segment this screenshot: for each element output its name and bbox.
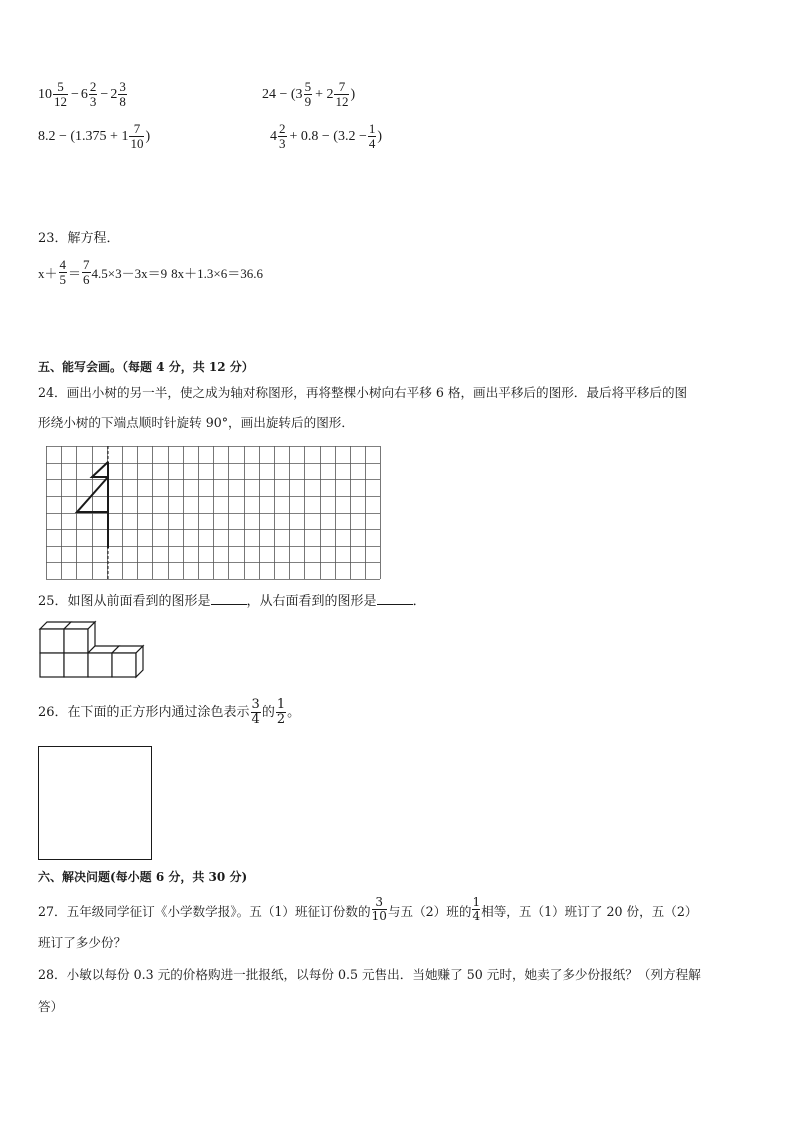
fraction: $\frac{7}{12}$ (335, 79, 349, 109)
fraction: $\frac{4}{5}$ (59, 257, 67, 287)
shading-square[interactable] (38, 746, 152, 860)
q24-text (38, 378, 758, 438)
answer-blank-right[interactable] (377, 592, 413, 605)
whole-number: 2 (110, 86, 118, 102)
q27-line-1 (38, 895, 698, 925)
cube-front-face (40, 653, 64, 677)
fraction: $\frac{1}{4}$ (472, 895, 481, 923)
q27-line-2: 班订了多少份？ (38, 935, 127, 950)
expression-3 (38, 122, 150, 151)
expr-text: 4.5×3－3x＝9 (91, 266, 168, 281)
q24-line-1: 24．画出小树的另一半，使之成为轴对称图形，再将整棵小树向右平移 6 格，画出平移后的图形．最后将平移后的图 (38, 385, 688, 400)
expr-text: 24 − (3 (262, 86, 303, 102)
q26-mid: 的 (261, 704, 275, 720)
expr-text: ＝ (68, 266, 82, 281)
fraction: $\frac{1}{4}$ (368, 121, 376, 151)
expr-text: ) (145, 128, 151, 144)
expression-1 (38, 80, 128, 109)
q26-post: 。 (287, 704, 301, 720)
expr-text: 8x＋1.3×6＝36.6 (171, 266, 263, 281)
fraction: $\frac{3}{10}$ (371, 895, 387, 923)
q27-mid: 与五（2）班的 (387, 903, 472, 919)
fraction: $\frac{3}{8}$ (119, 79, 126, 109)
q25-part-3: ． (412, 594, 426, 609)
q26-text (38, 698, 300, 727)
fraction: $\frac{5}{9}$ (304, 79, 312, 109)
expr-text: ) (350, 86, 356, 102)
q23-equations (38, 258, 263, 287)
expression-4 (270, 122, 382, 151)
fraction: $\frac{2}{3}$ (279, 121, 286, 151)
q27-post: 相等，五（1）班订了 20 份，五（2） (481, 903, 698, 919)
q25-part-2: ，从右面看到的图形是 (246, 594, 377, 609)
q27-pre: 27．五年级同学征订《小学数学报》。五（1）班征订份数的 (38, 903, 371, 919)
grid-figure (46, 446, 382, 580)
expr-text: + 0.8 − (3.2 − (289, 128, 367, 144)
cube-front-face (88, 653, 112, 677)
q28-line-1: 28．小敏以每份 0.3 元的价格购进一批报纸，以每份 0.5 元售出．当她赚了 50 元时，她卖了多少份报纸？（列方程解 (38, 967, 701, 982)
operator: − (100, 86, 109, 102)
q25-part-1: 25．如图从前面看到的图形是 (38, 594, 211, 609)
fraction: $\frac{7}{10}$ (130, 121, 144, 151)
fraction: $\frac{1}{2}$ (276, 697, 286, 727)
q28-line-2: 答） (38, 999, 64, 1014)
cube-stack-figure (38, 618, 148, 680)
fraction: $\frac{7}{6}$ (83, 257, 90, 287)
operator: − (71, 86, 79, 102)
cube-front-face (40, 629, 64, 653)
q26-pre: 26．在下面的正方形内通过涂色表示 (38, 704, 250, 720)
section-6-title: 六、解决问题(每小题 6 分，共 30 分) (38, 870, 248, 884)
expr-text: x＋ (38, 266, 58, 281)
tree-top-branch (92, 462, 108, 477)
fraction: $\frac{2}{3}$ (89, 79, 97, 109)
expr-text: 8.2 − (1.375 + 1 (38, 128, 129, 144)
answer-blank-front[interactable] (211, 592, 247, 605)
q25-text (38, 592, 426, 611)
whole-number: 4 (270, 128, 277, 144)
whole-number: 6 (80, 86, 88, 102)
fraction: $\frac{3}{4}$ (251, 697, 260, 727)
section-5-title: 五、能写会画。（每题 4 分，共 12 分） (38, 360, 254, 374)
expr-text: + 2 (315, 86, 334, 102)
cube-front-face (64, 629, 88, 653)
q23-title: 23．解方程． (38, 231, 120, 246)
whole-number: 10 (38, 86, 52, 102)
cube-front-face (112, 653, 136, 677)
cube-front-face (64, 653, 88, 677)
fraction: $\frac{5}{12}$ (54, 79, 67, 109)
q24-line-2: 形绕小树的下端点顺时针旋转 90°，画出旋转后的图形． (38, 415, 354, 430)
expression-2 (262, 80, 355, 109)
expr-text: ) (377, 128, 383, 144)
